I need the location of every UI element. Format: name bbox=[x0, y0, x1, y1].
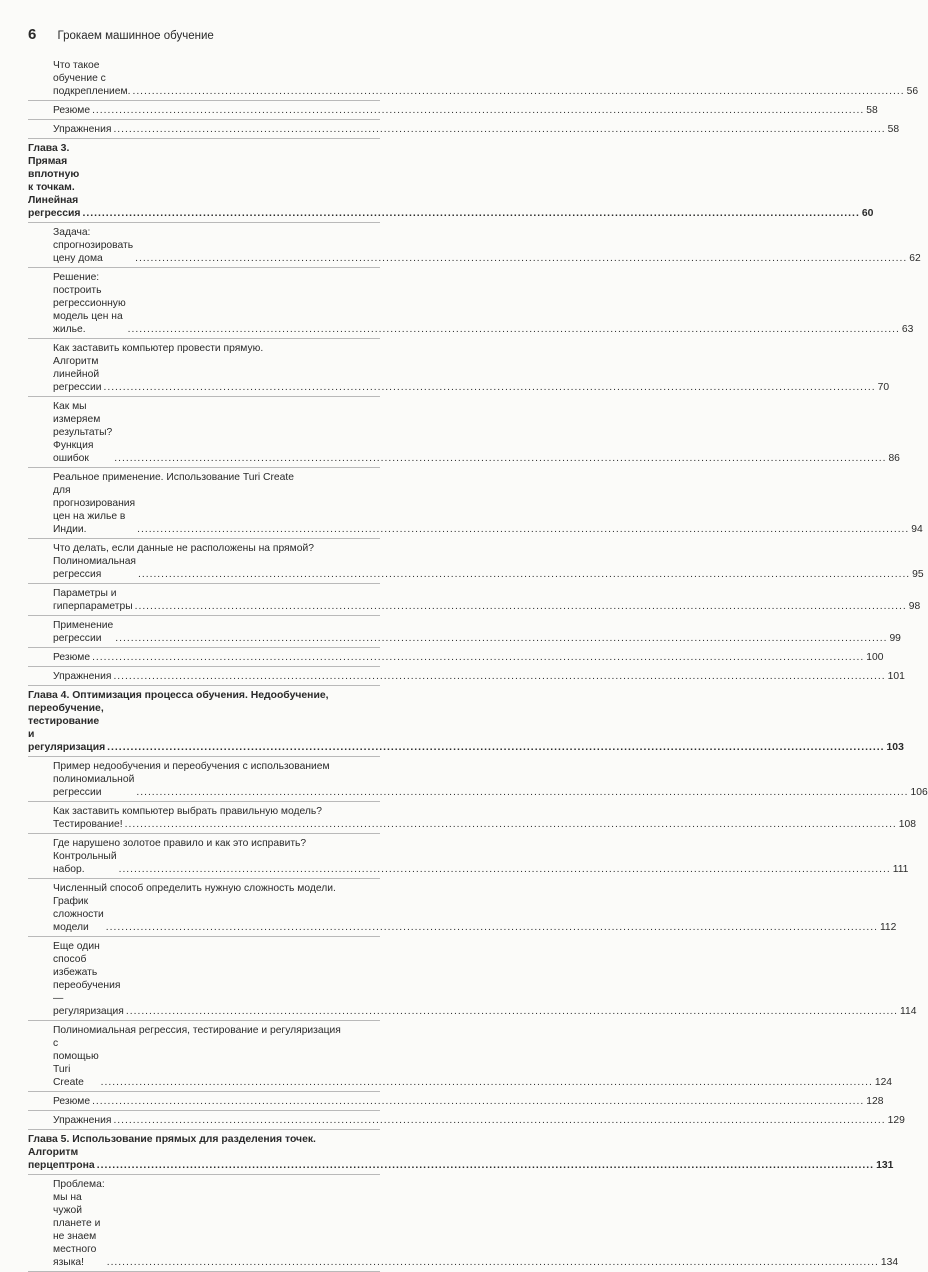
toc-entry-title-line: Реальное применение. Использование Turi Create bbox=[53, 472, 294, 483]
toc-entry[interactable] bbox=[28, 834, 909, 879]
toc-entry-title-line: Пример недообучения и переобучения с использованием bbox=[53, 761, 330, 772]
toc-entry-title-line: Численный способ определить нужную сложность модели. bbox=[53, 883, 336, 894]
toc-entry[interactable] bbox=[28, 339, 890, 397]
toc-entry-title-line: Резюме bbox=[53, 652, 91, 663]
toc-entry[interactable] bbox=[28, 120, 900, 139]
dot-leader: ........................................................................................................................................................................................................ bbox=[113, 1115, 886, 1126]
toc-page-number: 128 bbox=[866, 1096, 884, 1107]
toc-entry-title-line: Глава 3. Прямая вплотную к точкам. Линейная регрессия bbox=[28, 143, 81, 219]
toc-page-number: 70 bbox=[877, 382, 890, 393]
dot-leader: ........................................................................................................................................................................................................ bbox=[138, 569, 911, 580]
toc-page-number: 98 bbox=[908, 601, 921, 612]
toc-entry[interactable] bbox=[28, 539, 924, 584]
dot-leader: ........................................................................................................................................................................................................ bbox=[127, 324, 900, 335]
toc-entry-title-line: Как заставить компьютер выбрать правильную модель? bbox=[53, 806, 323, 817]
toc-entry-title-line: Алгоритм линейной регрессии bbox=[53, 356, 102, 393]
toc-chapter-entry[interactable] bbox=[28, 686, 904, 757]
toc-entry-title-line: Как мы измеряем результаты? Функция ошибок bbox=[53, 401, 113, 464]
toc-entry-title-line: с помощью Turi Create bbox=[53, 1038, 99, 1088]
toc-entry-title-line: Упражнения bbox=[53, 124, 112, 135]
dot-leader: ........................................................................................................................................................................................................ bbox=[137, 524, 910, 535]
dot-leader: ........................................................................................................................................................................................................ bbox=[113, 124, 886, 135]
toc-page-number: 62 bbox=[909, 253, 921, 264]
toc-page-number: 94 bbox=[911, 524, 923, 535]
toc-entry[interactable] bbox=[28, 1175, 899, 1272]
toc-entry-title-line: Применение регрессии bbox=[53, 620, 114, 644]
toc-entry-title-line: переобучение, тестирование и регуляризация bbox=[28, 703, 106, 753]
toc-page-number: 111 bbox=[892, 864, 909, 875]
toc-entry[interactable] bbox=[28, 937, 917, 1021]
dot-leader: ........................................................................................................................................................................................................ bbox=[136, 787, 909, 798]
dot-leader: ........................................................................................................................................................................................................ bbox=[124, 819, 897, 830]
toc-entry-title-line: для прогнозирования цен на жилье в Индии. bbox=[53, 485, 136, 535]
dot-leader: ........................................................................................................................................................................................................ bbox=[82, 208, 860, 219]
toc-entry[interactable] bbox=[28, 584, 921, 616]
dot-leader: ........................................................................................................................................................................................................ bbox=[92, 105, 865, 116]
toc-page-number: 112 bbox=[879, 922, 897, 933]
toc-page-number: 56 bbox=[906, 86, 919, 97]
dot-leader: ........................................................................................................................................................................................................ bbox=[132, 86, 905, 97]
toc-page-number: 63 bbox=[901, 324, 914, 335]
toc-page-number: 95 bbox=[912, 569, 924, 580]
dot-leader: ........................................................................................................................................................................................................ bbox=[103, 382, 876, 393]
toc-entry[interactable] bbox=[28, 616, 901, 648]
toc-page-number: 108 bbox=[898, 819, 916, 830]
dot-leader: ........................................................................................................................................................................................................ bbox=[106, 1257, 879, 1268]
toc-entry[interactable] bbox=[28, 879, 897, 937]
toc-entry[interactable] bbox=[28, 648, 884, 667]
toc-entry-title-line: Что делать, если данные не расположены на прямой? bbox=[53, 543, 314, 554]
toc-entry-title-line: Глава 4. Оптимизация процесса обучения. Недообучение, bbox=[28, 690, 329, 701]
toc-page-number: 106 bbox=[910, 787, 928, 798]
toc-chapter-entry[interactable] bbox=[28, 1130, 894, 1175]
toc-page-number: 58 bbox=[887, 124, 900, 135]
dot-leader: ........................................................................................................................................................................................................ bbox=[100, 1077, 873, 1088]
toc-entry-title-line: График сложности модели bbox=[53, 896, 104, 933]
toc-entry-title-line: Где нарушено золотое правило и как это исправить? bbox=[53, 838, 307, 849]
toc-entry[interactable] bbox=[28, 223, 921, 268]
toc-entry[interactable] bbox=[28, 1092, 884, 1111]
toc-entry-title-line: Упражнения bbox=[53, 671, 112, 682]
toc-page-number: 86 bbox=[888, 453, 900, 464]
toc-entry-title-line: Как заставить компьютер провести прямую. bbox=[53, 343, 264, 354]
toc-page-number: 60 bbox=[861, 208, 874, 219]
toc-entry-title-line: Параметры и гиперпараметры bbox=[53, 588, 133, 612]
toc-chapter-entry[interactable] bbox=[28, 139, 874, 223]
dot-leader: ........................................................................................................................................................................................................ bbox=[134, 601, 907, 612]
toc-entry-title-line: Контрольный набор. bbox=[53, 851, 117, 875]
toc-entry-title-line: Задача: спрогнозировать цену дома bbox=[53, 227, 134, 264]
toc-page-number: 134 bbox=[880, 1257, 899, 1268]
dot-leader: ........................................................................................................................................................................................................ bbox=[92, 1096, 865, 1107]
toc-entry[interactable] bbox=[28, 667, 905, 686]
toc-entry-title-line: Еще один способ избежать переобучения — регуляризация bbox=[53, 941, 124, 1017]
toc-page-number: 100 bbox=[866, 652, 884, 663]
toc-page-number: 114 bbox=[900, 1006, 917, 1017]
toc-entry-title-line: Решение: построить регрессионную модель цен на жилье. bbox=[53, 272, 126, 335]
dot-leader: ........................................................................................................................................................................................................ bbox=[118, 864, 891, 875]
table-of-contents bbox=[28, 56, 928, 1272]
toc-entry[interactable] bbox=[28, 1111, 905, 1130]
toc-entry-title-line: Резюме bbox=[53, 1096, 91, 1107]
dot-leader: ........................................................................................................................................................................................................ bbox=[114, 453, 887, 464]
toc-entry-title-line: Упражнения bbox=[53, 1115, 112, 1126]
toc-page-number: 101 bbox=[887, 671, 905, 682]
toc-entry[interactable] bbox=[28, 397, 900, 468]
toc-page-number: 131 bbox=[876, 1160, 894, 1171]
toc-entry[interactable] bbox=[28, 1021, 893, 1092]
toc-page-number: 129 bbox=[887, 1115, 905, 1126]
toc-page-number: 99 bbox=[889, 633, 901, 644]
running-header bbox=[28, 26, 214, 43]
toc-entry-title-line: полиномиальной регрессии bbox=[53, 774, 135, 798]
dot-leader: ........................................................................................................................................................................................................ bbox=[92, 652, 865, 663]
book-title: Грокаем машинное обучение bbox=[57, 30, 214, 42]
toc-page-number: 124 bbox=[874, 1077, 893, 1088]
toc-page-number: 58 bbox=[866, 105, 878, 116]
toc-entry-title-line: Что такое обучение с подкреплением. bbox=[53, 60, 131, 97]
dot-leader: ........................................................................................................................................................................................................ bbox=[113, 671, 886, 682]
dot-leader: ........................................................................................................................................................................................................ bbox=[107, 742, 885, 753]
toc-entry-title-line: Резюме bbox=[53, 105, 91, 116]
dot-leader: ........................................................................................................................................................................................................ bbox=[125, 1006, 899, 1017]
toc-entry-title-line: Тестирование! bbox=[53, 819, 123, 830]
dot-leader: ........................................................................................................................................................................................................ bbox=[115, 633, 888, 644]
toc-entry-title-line: Алгоритм перцептрона bbox=[28, 1147, 95, 1171]
toc-entry-title-line: Полиномиальная регрессия, тестирование и регуляризация bbox=[53, 1025, 341, 1036]
dot-leader: ........................................................................................................................................................................................................ bbox=[135, 253, 908, 264]
toc-entry-title-line: Глава 5. Использование прямых для разделения точек. bbox=[28, 1134, 316, 1145]
toc-entry[interactable] bbox=[28, 56, 919, 101]
dot-leader: ........................................................................................................................................................................................................ bbox=[96, 1160, 875, 1171]
page-number: 6 bbox=[28, 26, 37, 43]
toc-entry[interactable] bbox=[28, 468, 923, 539]
dot-leader: ........................................................................................................................................................................................................ bbox=[105, 922, 878, 933]
toc-entry[interactable] bbox=[28, 757, 928, 802]
toc-entry[interactable] bbox=[28, 268, 914, 339]
toc-entry-title-line: Полиномиальная регрессия bbox=[53, 556, 136, 580]
toc-page-number: 103 bbox=[886, 742, 904, 753]
toc-entry-title-line: Проблема: мы на чужой планете и не знаем местного языка! bbox=[53, 1179, 105, 1268]
toc-entry[interactable] bbox=[28, 802, 916, 834]
toc-entry[interactable] bbox=[28, 101, 878, 120]
